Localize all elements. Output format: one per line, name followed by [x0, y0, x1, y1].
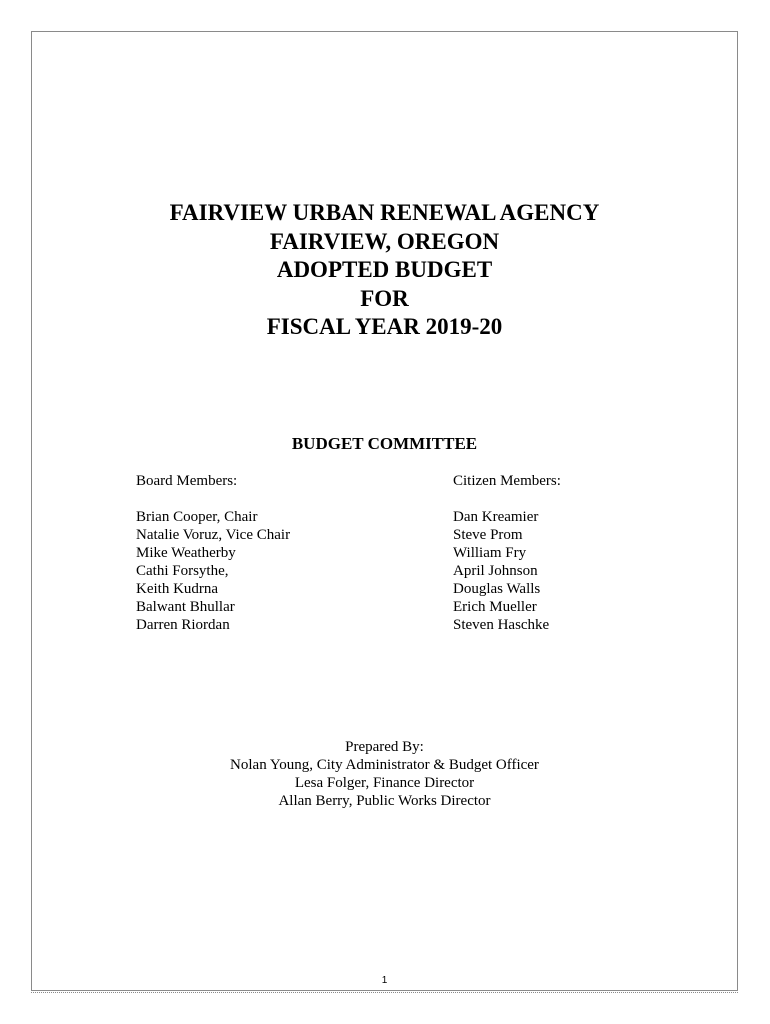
prepared-by-block: [31, 738, 738, 810]
preparer-line: Allan Berry, Public Works Director: [278, 793, 491, 809]
board-member: Balwant Bhullar: [136, 599, 235, 615]
document-title: [31, 199, 738, 342]
citizen-member: Steve Prom: [453, 527, 523, 543]
board-member: Brian Cooper, Chair: [136, 509, 258, 525]
title-line-agency: FAIRVIEW URBAN RENEWAL AGENCY: [169, 200, 600, 225]
citizen-member: William Fry: [453, 545, 527, 561]
board-member: Cathi Forsythe,: [136, 563, 229, 579]
title-line-budget: ADOPTED BUDGET: [276, 257, 493, 282]
citizen-member: Dan Kreamier: [453, 509, 539, 525]
board-member: Darren Riordan: [136, 617, 230, 633]
title-line-for: FOR: [360, 285, 409, 311]
page-bottom-rule: [31, 992, 738, 993]
citizen-member: April Johnson: [453, 563, 538, 579]
prepared-by-label: Prepared By:: [345, 739, 424, 755]
preparer-line: Nolan Young, City Administrator & Budget Officer: [230, 757, 539, 773]
citizen-member: Steven Haschke: [453, 617, 550, 633]
citizen-members-header: Citizen Members:: [453, 473, 561, 489]
board-member: Keith Kudrna: [136, 581, 219, 597]
citizen-member: Douglas Walls: [453, 581, 541, 597]
title-line-fiscal-year: FISCAL YEAR 2019-20: [266, 314, 503, 339]
title-line-location: FAIRVIEW, OREGON: [269, 228, 500, 254]
board-members-column: [136, 472, 290, 634]
board-member: Natalie Voruz, Vice Chair: [136, 527, 291, 543]
board-members-header: Board Members:: [136, 473, 238, 489]
citizen-members-column: [453, 472, 561, 634]
budget-committee-heading: BUDGET COMMITTEE: [291, 434, 478, 453]
page-number: 1: [381, 975, 388, 986]
board-member: Mike Weatherby: [136, 545, 236, 561]
citizen-member: Erich Mueller: [453, 599, 537, 615]
preparer-line: Lesa Folger, Finance Director: [294, 775, 475, 791]
